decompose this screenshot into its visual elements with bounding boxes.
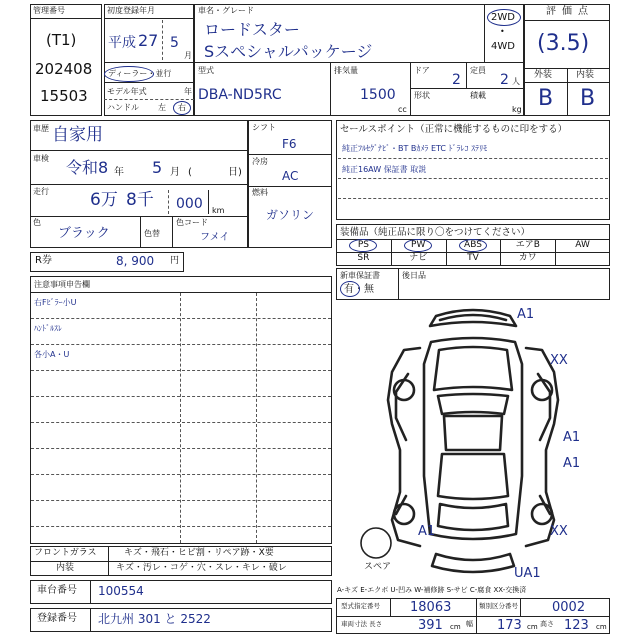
notes-rule [31,370,331,371]
handle-right: 右 [178,103,186,112]
notes-rule [31,422,331,423]
mark-right-mid-2: A1 [563,456,581,471]
chassis-value: 100554 [98,584,144,598]
insp-year-unit: 年 [114,167,124,178]
notes-box [30,276,332,544]
handle-right-circle [173,101,191,115]
mgmt-number: 15503 [40,87,88,105]
chassis-label: 車台番号 [37,585,77,596]
ac-value: AC [282,169,299,183]
warranty-yes-circle [340,281,360,297]
kg-unit: kg [512,105,522,114]
interior-cond-values: キズ・汚レ・コゲ・穴・スレ・キレ・破レ [116,563,287,573]
registration-label: 登録番号 [37,613,77,624]
equipment-item: カワ [518,253,537,263]
first-reg-month: 5 [170,35,179,51]
front-glass-label: フロントガラス [34,548,97,558]
drive-4wd: 4WD [491,41,515,52]
damage-legend: A-キズ E-エクボ U-凹み W-補修跡 S-サビ C-腐食 XX-交換済 [337,586,527,594]
dealer-circle [104,66,154,82]
first-reg-year: 27 [138,31,159,50]
fuel-label: 燃料 [252,188,268,197]
equipment-item: SR [357,253,370,263]
insp-day-unit: 日) [228,167,242,178]
capacity-value: 2 [500,72,509,88]
inspection-era: 令和8 [66,158,109,177]
front-glass-values: キズ・飛石・ヒビ割・リペア跡・X要 [124,548,274,558]
shift-value: F6 [282,137,297,151]
equipment-item: ABS [464,240,482,250]
capacity-unit: 人 [512,77,520,86]
equipment-circle [404,239,432,252]
notes-rule [31,318,331,319]
equipment-divider [391,239,392,266]
after-items-label: 後日品 [402,271,426,280]
ac-label: 冷房 [252,157,268,166]
usage-value: 自家用 [52,125,103,145]
drive-dot: • [500,27,505,36]
mgmt-date: 202408 [35,60,93,78]
length-unit: cm [450,623,461,631]
warranty-label: 新車保証書 [340,271,380,280]
notes-rule [31,396,331,397]
exterior-grade: B [538,86,554,111]
first-reg-label: 初度登録年月 [107,6,155,15]
cert-value: 18063 [410,600,452,615]
equipment-divider [500,239,501,266]
load-label: 積載 [470,91,486,100]
length-label: 車両寸法 長さ [341,620,383,628]
mark-left-rear: A1 [418,524,436,539]
notes-rule [31,344,331,345]
model-year-label: モデル年式 [107,87,147,96]
sales-line-2: 純正16AW 保証書 取説 [342,165,427,174]
mark-front-top: A1 [517,307,535,322]
shape-label: 形状 [414,91,430,100]
mileage-man: 6万 [90,190,118,210]
warranty-value: 有・無 [344,284,374,295]
equipment-item: TV [467,253,479,263]
mileage-sen: 8千 [126,190,154,210]
handle-left: 左 [158,103,166,112]
shift-label: シフト [252,123,276,132]
equipment-divider [555,239,556,266]
r-ticket-value: 8, 900 [116,254,155,268]
note-line-2: ﾊﾝﾄﾞﾙｽﾚ [34,324,62,333]
mark-rear-bottom: UA1 [514,566,541,581]
insp-month-unit: 月 [170,167,180,178]
door-label: ドア [414,66,430,75]
equipment-label: 装備品（純正品に限り〇をつけてください） [340,227,531,238]
width-unit: cm [527,623,538,631]
equipment-divider [446,239,447,266]
notes-label: 注意事項申告欄 [34,280,90,289]
equipment-item: ナビ [409,253,428,263]
insp-day-open: ( [188,167,192,178]
color-label: 色 [33,218,41,227]
spare-label: スペア [364,562,392,572]
year-unit: 年 [184,87,192,96]
r-ticket-box [30,252,184,272]
month-unit: 月 [184,51,192,60]
inspection-month: 5 [152,158,163,177]
type-value: DBA-ND5RC [198,87,282,103]
type-label: 型式 [198,66,214,75]
mark-right-front: XX [550,353,568,368]
r-ticket-label: R券 [35,255,52,266]
car-name: ロードスター [204,20,300,39]
dealer-label: ディーラー・並行 [108,69,172,78]
km-unit: km [212,206,225,215]
yen-unit: 円 [170,256,180,266]
handle-label: ハンドル [107,103,139,112]
mark-right-rear: XX [550,524,568,539]
length-value: 391 [418,618,443,633]
color-code-value: フメイ [200,232,230,243]
cert-label: 型式指定番号 [341,602,380,610]
drive-2wd-circle [487,9,521,26]
drive-2wd: 2WD [491,12,515,23]
notes-rule [31,500,331,501]
notes-rule [31,474,331,475]
sales-points-label: セールスポイント（正常に機能するものに印をする） [340,124,568,135]
fuel-value: ガソリン [266,208,315,222]
exterior-label: 外装 [534,70,553,80]
interior-cond-label: 内装 [56,563,75,573]
first-reg-era: 平成 [108,35,136,51]
note-line-3: 各小A・U [34,350,70,359]
mgmt-label: 管理番号 [33,6,65,15]
door-value: 2 [452,72,461,88]
cc-unit: cc [398,105,407,114]
height-value: 123 [564,618,589,633]
equipment-circle [459,239,487,252]
equipment-item: AW [575,240,590,250]
capacity-label: 定員 [470,66,486,75]
mgmt-code: (T1) [46,31,77,49]
car-diagram [336,300,610,590]
interior-grade: B [580,86,596,111]
mileage-label: 走行 [33,187,49,196]
inspection-label: 車検 [33,154,49,163]
equipment-item: PW [411,240,426,250]
carname-label: 車名・グレード [198,6,254,15]
score-label: 評価点 [546,6,594,17]
color-value: ブラック [58,226,110,241]
color-change-label: 色替 [144,229,160,238]
mileage-rest: 000 [176,196,203,212]
score-value: (3.5) [537,31,590,56]
displacement-label: 排気量 [334,66,358,75]
car-grade: Sスペシャルパッケージ [204,42,373,61]
registration-value: 北九州 301 と 2522 [98,612,211,626]
height-label: 高さ [540,620,554,628]
displacement-value: 1500 [360,87,396,103]
sales-line-1: 純正ﾌﾙｾｸﾞﾅﾋﾞ・BT Bｶﾒﾗ ETC ﾄﾞﾗﾚｺ ｽﾃﾘﾓ [342,144,488,153]
width-value: 173 [497,618,522,633]
height-unit: cm [596,623,607,631]
note-line-1: 右Fﾋﾞﾗｰ小U [34,298,77,307]
equipment-item: PS [357,240,369,250]
notes-rule [31,448,331,449]
width-label: 幅 [466,620,473,628]
usage-label: 車歴 [33,124,49,133]
mark-right-mid-1: A1 [563,430,581,445]
class-label: 類別区分番号 [479,602,518,610]
notes-rule [31,526,331,527]
class-value: 0002 [552,600,586,615]
color-code-label: 色コード [176,218,208,227]
interior-label: 内装 [576,70,595,80]
equipment-item: エアB [515,240,540,250]
